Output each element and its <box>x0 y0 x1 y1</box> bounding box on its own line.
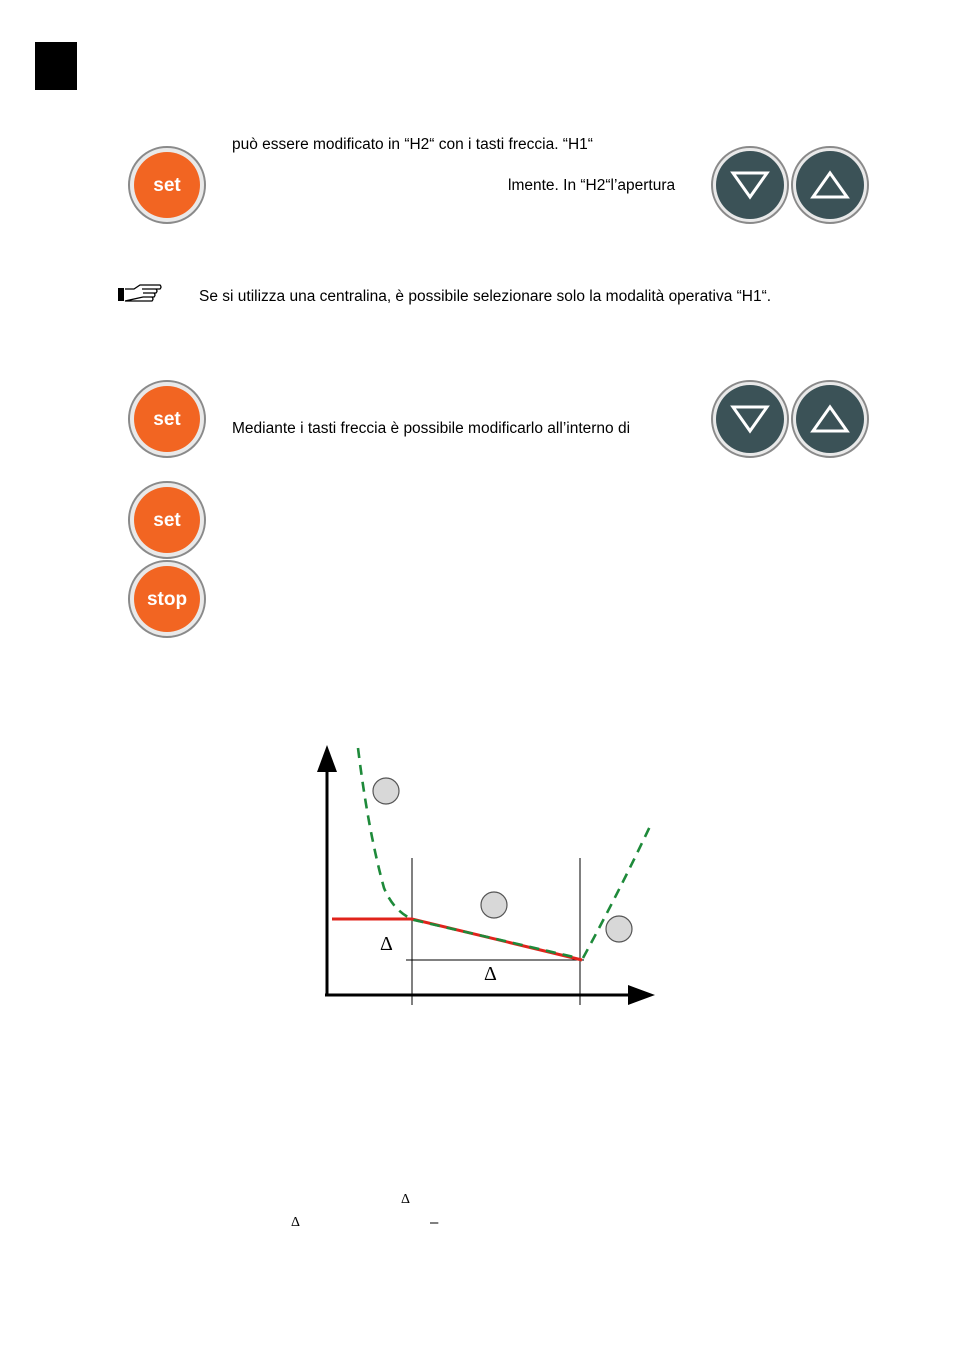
stop-button[interactable] <box>127 559 207 639</box>
pointing-hand-icon <box>116 283 164 305</box>
set-button-3[interactable] <box>127 480 207 560</box>
delta-symbol-lower-1: Δ <box>401 1192 411 1207</box>
delta-label-vertical: Δ <box>380 933 393 955</box>
paragraph2: Mediante i tasti freccia è possibile modificarlo all’interno di <box>232 420 631 437</box>
marker-circle-1 <box>373 778 399 804</box>
arrow-down-button-2[interactable] <box>710 379 790 459</box>
stop-button-label: stop <box>146 589 188 610</box>
set-button-label: set <box>153 175 181 196</box>
y-axis-arrow-icon <box>317 745 337 772</box>
set-button-label: set <box>153 510 181 531</box>
paragraph1-line1: può essere modificato in “H2“ con i tasti freccia. “H1“ <box>232 136 593 153</box>
note-text: Se si utilizza una centralina, è possibile selezionare solo la modalità operativa “H1“. <box>199 288 772 305</box>
actual-curve-right <box>583 822 652 958</box>
arrow-up-button[interactable] <box>790 145 870 225</box>
setpoint-curve <box>332 919 582 960</box>
marker-circle-2 <box>481 892 507 918</box>
actual-curve-left <box>358 748 578 958</box>
x-axis-arrow-icon <box>628 985 655 1005</box>
arrow-up-button-2[interactable] <box>790 379 870 459</box>
paragraph1-line2: lmente. In “H2“l’apertura <box>508 177 676 194</box>
set-button[interactable] <box>127 145 207 225</box>
set-button-2[interactable] <box>127 379 207 459</box>
section-marker-block <box>35 42 77 90</box>
delta-symbol-lower-2: Δ <box>291 1215 301 1230</box>
marker-circle-3 <box>606 916 632 942</box>
dash-symbol: – <box>430 1214 439 1231</box>
arrow-down-button[interactable] <box>710 145 790 225</box>
delta-label-horizontal: Δ <box>484 963 497 985</box>
set-button-label: set <box>153 409 181 430</box>
